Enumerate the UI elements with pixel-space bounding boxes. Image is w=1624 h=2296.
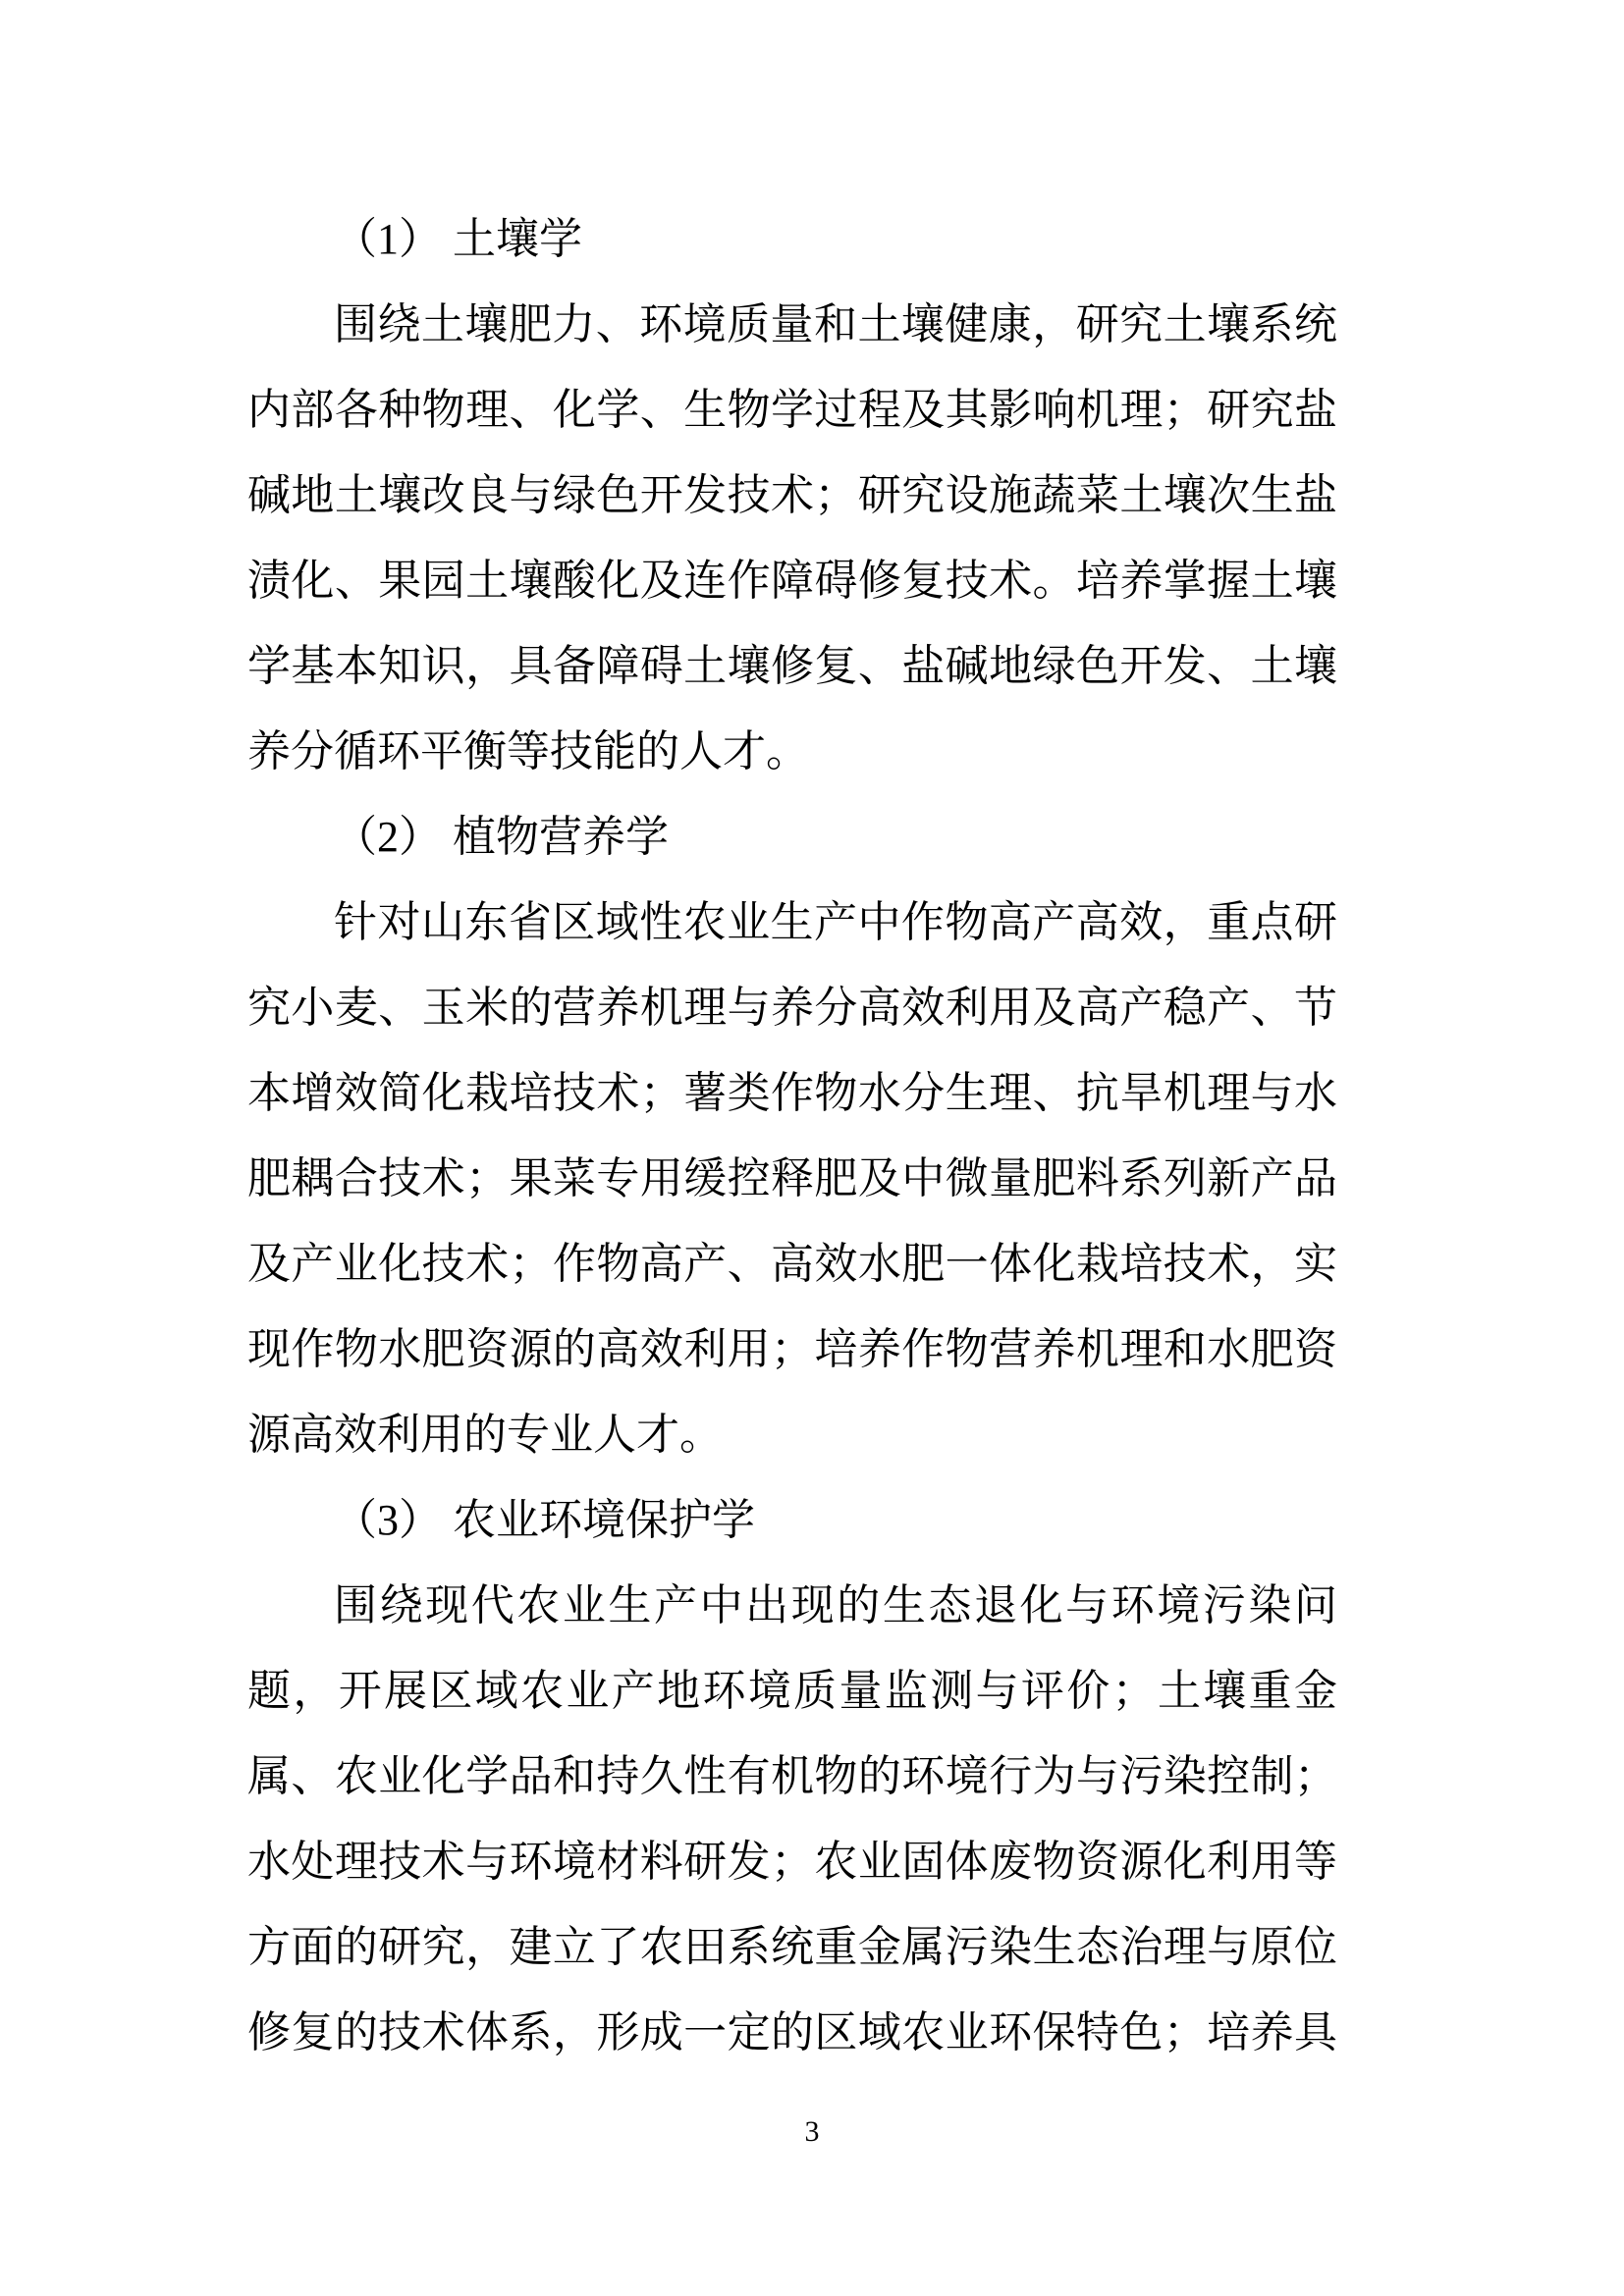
text-line: 针对山东省区域性农业生产中作物高产高效，重点研 (334, 898, 1337, 946)
text-line: 题，开展区域农业产地环境质量监测与评价；土壤重金 (247, 1667, 1337, 1715)
text-line: 属、农业化学品和持久性有机物的环境行为与污染控制； (247, 1752, 1337, 1800)
text-line: 现作物水肥资源的高效利用；培养作物营养机理和水肥资 (247, 1325, 1337, 1373)
text-line: 方面的研究，建立了农田系统重金属污染生态治理与原位 (247, 1923, 1337, 1971)
text-line: 肥耦合技术；果菜专用缓控释肥及中微量肥料系列新产品 (247, 1154, 1337, 1202)
text-line: 渍化、果园土壤酸化及连作障碍修复技术。培养掌握土壤 (247, 557, 1337, 605)
text-line: 围绕土壤肥力、环境质量和土壤健康，研究土壤系统 (334, 300, 1337, 348)
text-line: 本增效简化栽培技术；薯类作物水分生理、抗旱机理与水 (247, 1069, 1337, 1117)
text-line: 源高效利用的专业人才。 (247, 1411, 723, 1459)
section-heading: （3） 农业环境保护学 (334, 1496, 755, 1544)
text-line: 学基本知识，具备障碍土壤修复、盐碱地绿色开发、土壤 (247, 642, 1337, 690)
section-heading: （1） 土壤学 (334, 215, 582, 263)
text-line: 养分循环平衡等技能的人才。 (247, 727, 809, 775)
text-line: 修复的技术体系，形成一定的区域农业环保特色；培养具 (247, 2008, 1337, 2056)
section-heading: （2） 植物营养学 (334, 813, 669, 861)
text-line: 究小麦、玉米的营养机理与养分高效利用及高产稳产、节 (247, 984, 1337, 1032)
text-line: 内部各种物理、化学、生物学过程及其影响机理；研究盐 (247, 386, 1337, 434)
text-block (247, 196, 1337, 2075)
page-number: 3 (804, 2115, 820, 2148)
text-line: 及产业化技术；作物高产、高效水肥一体化栽培技术，实 (247, 1240, 1337, 1288)
text-line: 围绕现代农业生产中出现的生态退化与环境污染问 (334, 1581, 1337, 1629)
text-line: 碱地土壤改良与绿色开发技术；研究设施蔬菜土壤次生盐 (247, 471, 1337, 519)
text-line: 水处理技术与环境材料研发；农业固体废物资源化利用等 (247, 1838, 1337, 1886)
